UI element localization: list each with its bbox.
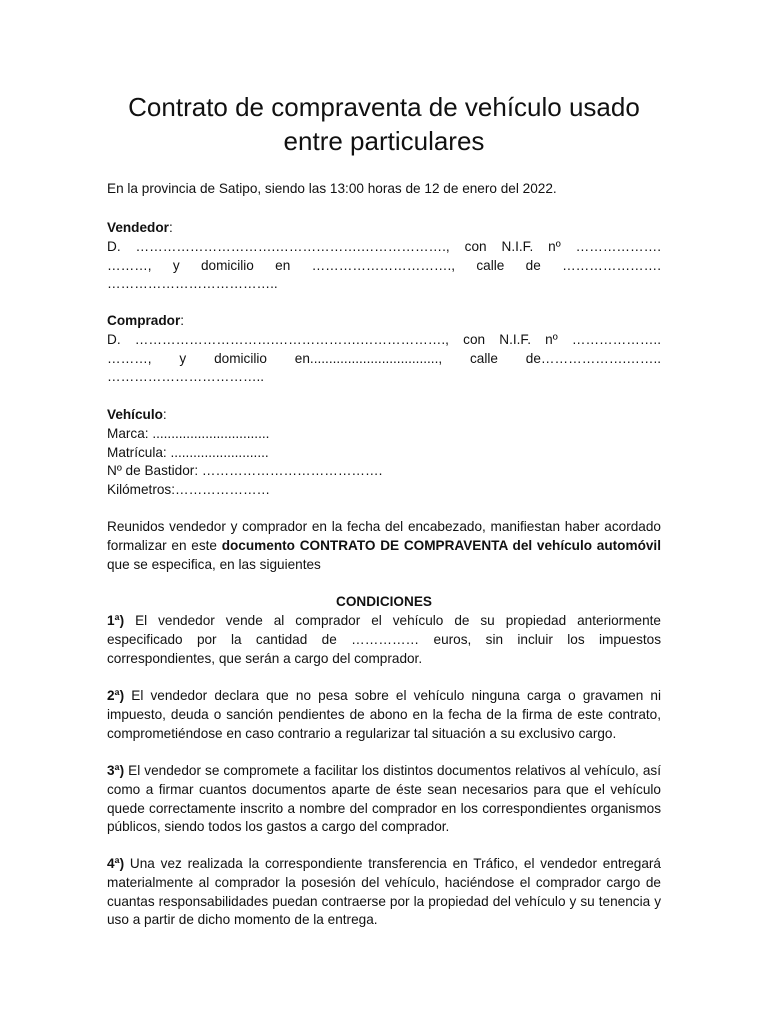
document-title bbox=[80, 90, 688, 158]
vehiculo-colon: : bbox=[162, 407, 167, 422]
reunidos-paragraph bbox=[107, 518, 661, 574]
comprador-line-2: ………, y domicilio en.................................., calle de……………….…….. bbox=[107, 350, 661, 366]
clause-2-text: El vendedor declara que no pesa sobre el vehículo ninguna carga o gravamen ni impuesto, deuda o sanción pendientes de abono en la fecha de la firma de este contrato, comprometiéndose en caso contrario a regularizar tal situación a su exclusivo cargo. bbox=[107, 688, 661, 741]
vehiculo-label: Vehículo bbox=[107, 407, 163, 422]
comprador-line-3: …………………………….. bbox=[107, 369, 265, 385]
condiciones-heading: CONDICIONES bbox=[336, 594, 432, 609]
vehiculo-bastidor: Nº de Bastidor: …………………………………. bbox=[107, 463, 383, 479]
clause-3-text: El vendedor se compromete a facilitar los distintos documentos relativos al vehículo, así como a firmar cuantos documentos aparte de éste sean necesarios para que el vehículo quede correctamente inscrito a nombre del comprador en los correspondientes organismos públicos, siendo todos los gastos a cargo del comprador. bbox=[107, 763, 661, 835]
comprador-label: Comprador bbox=[107, 313, 181, 328]
clause-1-text: El vendedor vende al comprador el vehículo de su propiedad anteriormente especificado por la cantidad de …………… euros, sin incluir los impuestos correspondientes, que serán a cargo del comprador. bbox=[107, 613, 661, 666]
vendedor-section bbox=[107, 219, 661, 294]
intro-paragraph: En la provincia de Satipo, siendo las 13:00 horas de 12 de enero del 2022. bbox=[107, 181, 557, 196]
reunidos-text-a: Reunidos vendedor y comprador en la fecha del encabezado, manifiestan haber acordado formalizar en este bbox=[107, 519, 661, 553]
vehiculo-section bbox=[107, 406, 661, 500]
comprador-colon: : bbox=[180, 313, 185, 328]
vendedor-line-1: D. ………………………….……………….………………., con N.I.F. nº ………………. bbox=[107, 238, 661, 254]
clause-4-text: Una vez realizada la correspondiente transferencia en Tráfico, el vendedor entregará materialmente al comprador la posesión del vehículo, haciéndose el comprador cargo de cuantas responsabilidades puedan contraerse por la propiedad del vehículo y su tenencia y uso a partir de dicho momento de la entrega. bbox=[107, 856, 661, 928]
title-line-1: Contrato de compraventa de vehículo usado bbox=[128, 92, 640, 122]
clause-3 bbox=[107, 762, 661, 837]
clause-1 bbox=[107, 612, 661, 668]
comprador-section bbox=[107, 312, 661, 387]
clause-4-number: 4ª) bbox=[107, 856, 125, 871]
vendedor-label: Vendedor bbox=[107, 220, 169, 235]
comprador-line-1: D. ………………………….……………….………………., con N.I.F. nº ……………….. bbox=[107, 331, 661, 347]
clause-3-number: 3ª) bbox=[107, 763, 125, 778]
vendedor-colon: : bbox=[168, 220, 173, 235]
clause-1-number: 1ª) bbox=[107, 613, 125, 628]
reunidos-bold: documento CONTRATO DE COMPRAVENTA del vehículo automóvil bbox=[221, 537, 661, 553]
vehiculo-marca: Marca: ............................... bbox=[107, 425, 270, 441]
vendedor-line-3: ……………………………….. bbox=[107, 276, 278, 292]
reunidos-text-c: que se especifica, en las siguientes bbox=[107, 556, 321, 572]
clause-2-number: 2ª) bbox=[107, 688, 125, 703]
vendedor-line-2: ………, y domicilio en …………………………., calle de …………………. bbox=[107, 257, 661, 273]
vehiculo-kilometros: Kilómetros:………………… bbox=[107, 482, 271, 498]
vehiculo-matricula: Matrícula: .......................... bbox=[107, 444, 269, 460]
clause-2 bbox=[107, 687, 661, 743]
clause-4 bbox=[107, 855, 661, 930]
title-line-2: entre particulares bbox=[283, 126, 485, 156]
